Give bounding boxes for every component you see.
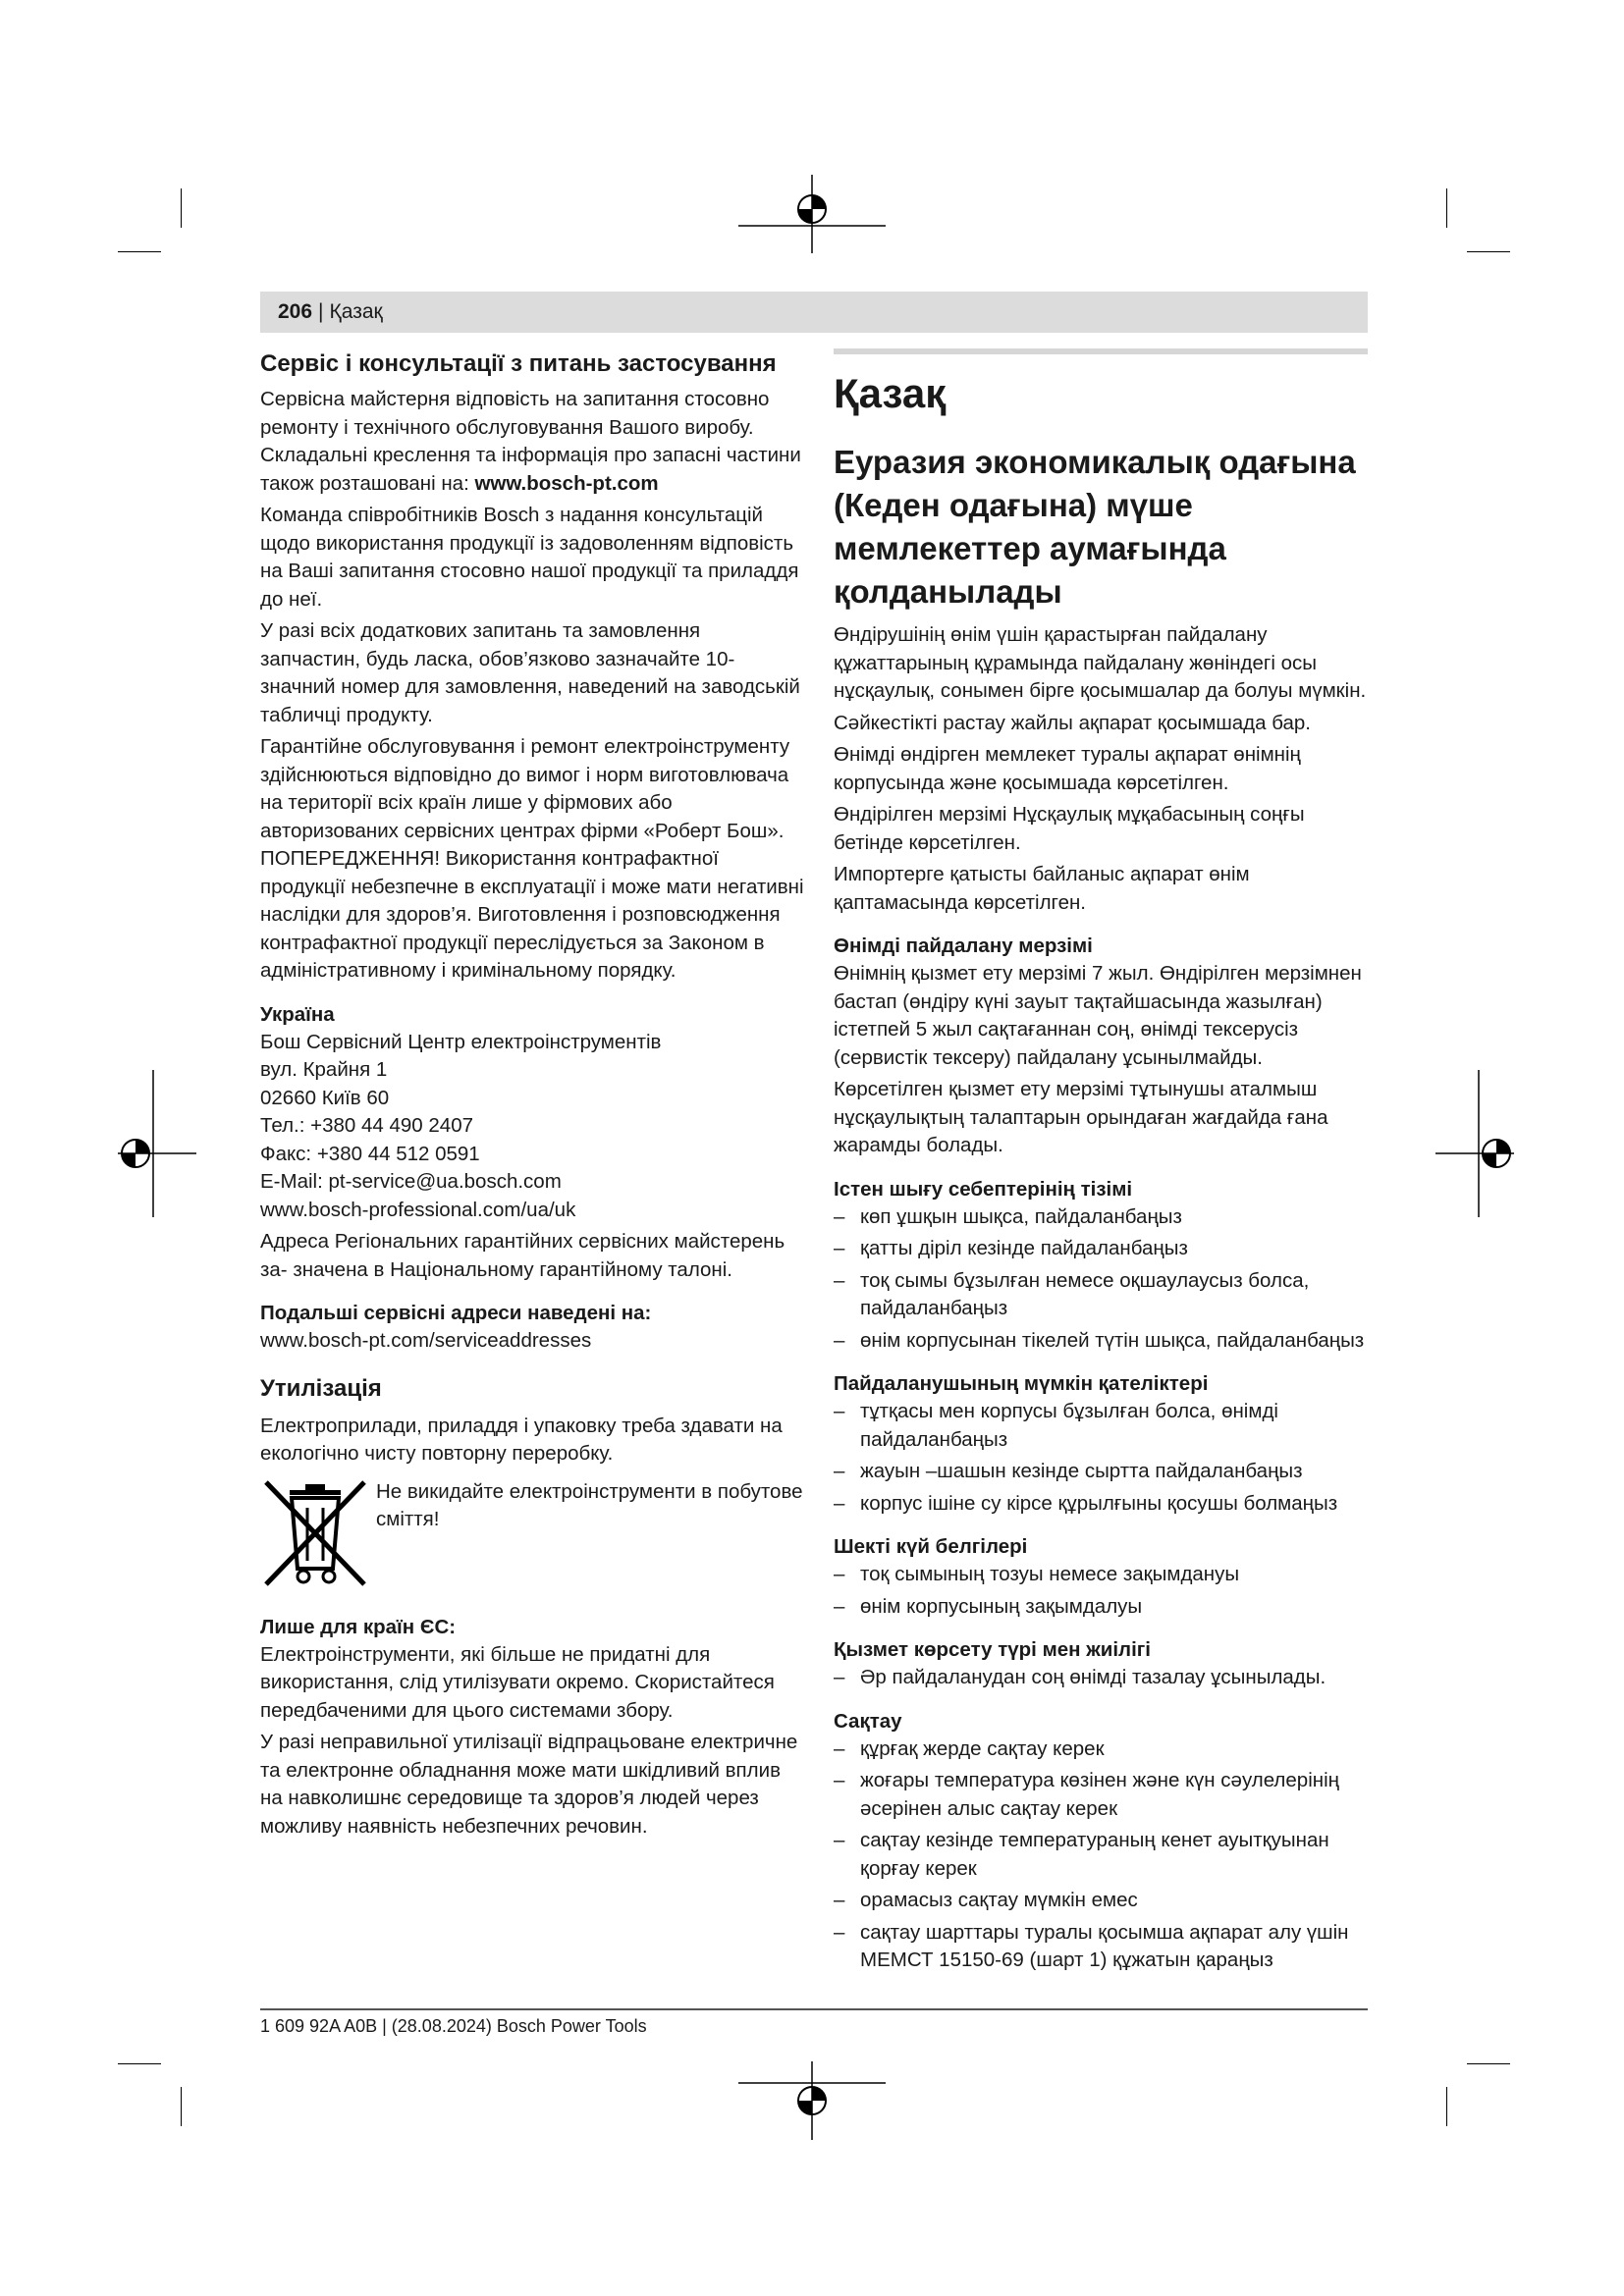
crop-mark [181,188,182,228]
bosch-pt-link[interactable]: www.bosch-pt.com [474,471,659,495]
list-item: – өнім корпусынан тікелей түтін шықса, пайдаланбаңыз [834,1327,1368,1356]
list-item: – Әр пайдаланудан соң өнімді тазалау ұсынылады. [834,1664,1368,1692]
address-fax: Факс: +380 44 512 0591 [260,1142,480,1165]
address-line: Бош Сервісний Центр електроінструментів [260,1030,662,1053]
address-phone: Тел.: +380 44 490 2407 [260,1114,474,1137]
ukraine-note: Адреса Регіональних гарантійних сервісних майстерень за- значена в Національному гарантійному талоні. [260,1230,785,1281]
main-heading: Еуразия экономикалық одағына (Кеден одағына) мүше мемлекеттер аумағында қолданылады [834,444,1356,610]
errors-list [834,1398,1368,1518]
ukraine-address [260,1029,805,1225]
crossed-bin-icon [260,1478,370,1588]
errors-heading: Пайдаланушының мүмкін қателіктері [834,1372,1209,1395]
address-email[interactable]: E-Mail: pt-service@ua.bosch.com [260,1170,562,1193]
section-rule [834,348,1368,354]
service-heading: Сервіс і консультації з питань застосування [260,350,777,377]
usage-paragraph: Өнімнің қызмет ету мерзімі 7 жыл. Өндірілген мерзімнен бастап (өндіру күні зауыт тақтайшасында жазылған) істетпей 5 жыл сақтағаннан соң, өнімді тексерусіз (сервистік тексеру) пайдалану ұсынылмайды. [834,962,1362,1069]
intro-paragraph: Өндірушінің өнім үшін қарастырған пайдалану құжаттарының құрамында пайдалану жөніндегі осы нұсқаулық, сонымен бірге қосымшалар да болуы мүмкін. [834,623,1367,702]
intro-paragraph: Өнімді өндірген мемлекет туралы ақпарат өнімнің корпусында және қосымшада көрсетілген. [834,743,1301,794]
service-paragraph: Гарантійне обслуговування і ремонт електроінструменту здійснюються відповідно до вимог і норм виготовлювача на території всіх країн лише у фірмових або авторизованих сервісних центрах фірми «Роберт Бош». ПОПЕРЕДЖЕННЯ! Використання контрафактної продукції небезпечне в експлуатації і може мати негативні наслідки для здоров’я. Виготовлення і розповсюдження контрафактної продукції переслідується за Законом в адміністративному і кримінальному порядку. [260,735,804,982]
disposal-heading: Утилізація [260,1374,382,1402]
crop-mark [1446,2087,1447,2126]
registration-mark-icon [738,2061,886,2140]
list-item: – көп ұшқын шықса, пайдаланбаңыз [834,1203,1368,1232]
eu-paragraph: У разі неправильної утилізації відпрацьоване електричне та електронне обладнання може мати шкідливий вплив на навколишнє середовище та здоров’я людей через можливу наявність небезпечних речовин. [260,1731,798,1838]
service-paragraph [260,386,805,498]
usage-paragraph: Көрсетілген қызмет ету мерзімі тұтынушы аталмыш нұсқаулықтың талаптарын орындаған жағдайда ғана жарамды болады. [834,1078,1328,1156]
registration-mark-icon [1435,1070,1514,1217]
eu-heading: Лише для країн ЄС: [260,1615,457,1638]
list-item: – сақтау кезінде температураның кенет ауытқуынан қорғау керек [834,1827,1368,1883]
service-type-heading: Қызмет көрсету түрі мен жиілігі [834,1638,1151,1661]
crop-mark [1467,2063,1510,2064]
eu-paragraph: Електроінструменти, які більше не придатні для використання, слід утилізувати окремо. Скористайтеся передбаченими для цього системами збору. [260,1642,775,1722]
page-footer: 1 609 92A A0B | (28.08.2024) Bosch Power Tools [260,2016,647,2036]
weee-text: Не викидайте електроінструменти в побутове сміття! [376,1479,803,1530]
storage-list [834,1735,1368,1975]
list-item: – орамасыз сақтау мүмкін емес [834,1887,1368,1915]
weee-notice [260,1478,805,1588]
list-item: – тоқ сымы бұзылған немесе оқшаулаусыз болса, пайдаланбаңыз [834,1267,1368,1323]
list-item: – құрғақ жерде сақтау керек [834,1735,1368,1764]
crop-mark [118,251,161,252]
service-addresses-link[interactable]: www.bosch-pt.com/serviceaddresses [260,1329,592,1352]
left-column [260,348,805,1844]
crop-mark [1446,188,1447,228]
service-paragraph: Команда співробітників Bosch з надання консультацій щодо використання продукції із задоволенням відповість на Ваші запитання стосовно нашої продукції та приладдя до неї. [260,504,799,611]
crop-mark [1467,251,1510,252]
service-type-list [834,1664,1368,1692]
service-paragraph: У разі всіх додаткових запитань та замовлення запчастин, будь ласка, обов’язково зазначайте 10-значний номер для замовлення, наведений на заводській табличці продукту. [260,619,800,726]
list-item: – тұтқасы мен корпусы бұзылған болса, өнімді пайдаланбаңыз [834,1398,1368,1454]
list-item: – өнім корпусының зақымдалуы [834,1593,1368,1622]
more-addresses-heading: Подальші сервісні адреси наведені на: [260,1302,652,1324]
service-paragraph-text: Сервісна майстерня відповість на запитання стосовно ремонту і технічного обслуговування Вашого виробу. Складальні креслення та інформація про запасні частини також розташовані на: [260,388,801,495]
right-column [834,348,1368,1979]
page-header [260,292,1368,333]
limit-list [834,1561,1368,1621]
page-number: 206 [278,300,313,323]
failure-list [834,1203,1368,1356]
list-item: – тоқ сымының тозуы немесе зақымдануы [834,1561,1368,1589]
intro-paragraph: Импортерге қатысты байланыс ақпарат өнім қаптамасында көрсетілген. [834,863,1250,914]
intro-paragraph: Сәйкестікті растау жайлы ақпарат қосымшада бар. [834,711,1312,734]
intro-paragraph: Өндірілген мерзімі Нұсқаулық мұқабасының соңғы бетінде көрсетілген. [834,803,1305,854]
list-item: – жауын –шашын кезінде сыртта пайдаланбаңыз [834,1458,1368,1486]
list-item: – жоғары температура көзінен және күн сәулелерінің әсерінен алыс сақтау керек [834,1767,1368,1823]
header-separator: | [318,300,324,323]
address-website[interactable]: www.bosch-professional.com/ua/uk [260,1198,576,1221]
address-line: вул. Крайня 1 [260,1058,388,1081]
header-language: Қазақ [329,300,383,323]
usage-heading: Өнімді пайдалану мерзімі [834,934,1093,957]
registration-mark-icon [118,1070,196,1217]
address-line: 02660 Київ 60 [260,1086,390,1109]
list-item: – корпус ішіне су кірсе құрылғыны қосушы болмаңыз [834,1490,1368,1519]
failure-heading: Істен шығу себептерінің тізімі [834,1177,1133,1201]
registration-mark-icon [738,175,886,253]
crop-mark [118,2063,161,2064]
disposal-paragraph: Електроприлади, приладдя і упаковку треба здавати на екологічно чисту повторну переробку. [260,1414,783,1465]
limit-heading: Шекті күй белгілері [834,1535,1028,1558]
crop-mark [181,2087,182,2126]
list-item: – қатты діріл кезінде пайдаланбаңыз [834,1235,1368,1263]
footer-rule [260,2008,1368,2010]
list-item: – сақтау шарттары туралы қосымша ақпарат алу үшін МЕМСТ 15150-69 (шарт 1) құжатын қараңыз [834,1919,1368,1975]
ukraine-heading: Україна [260,1002,335,1026]
storage-heading: Сақтау [834,1709,902,1733]
language-heading: Қазақ [834,370,947,416]
